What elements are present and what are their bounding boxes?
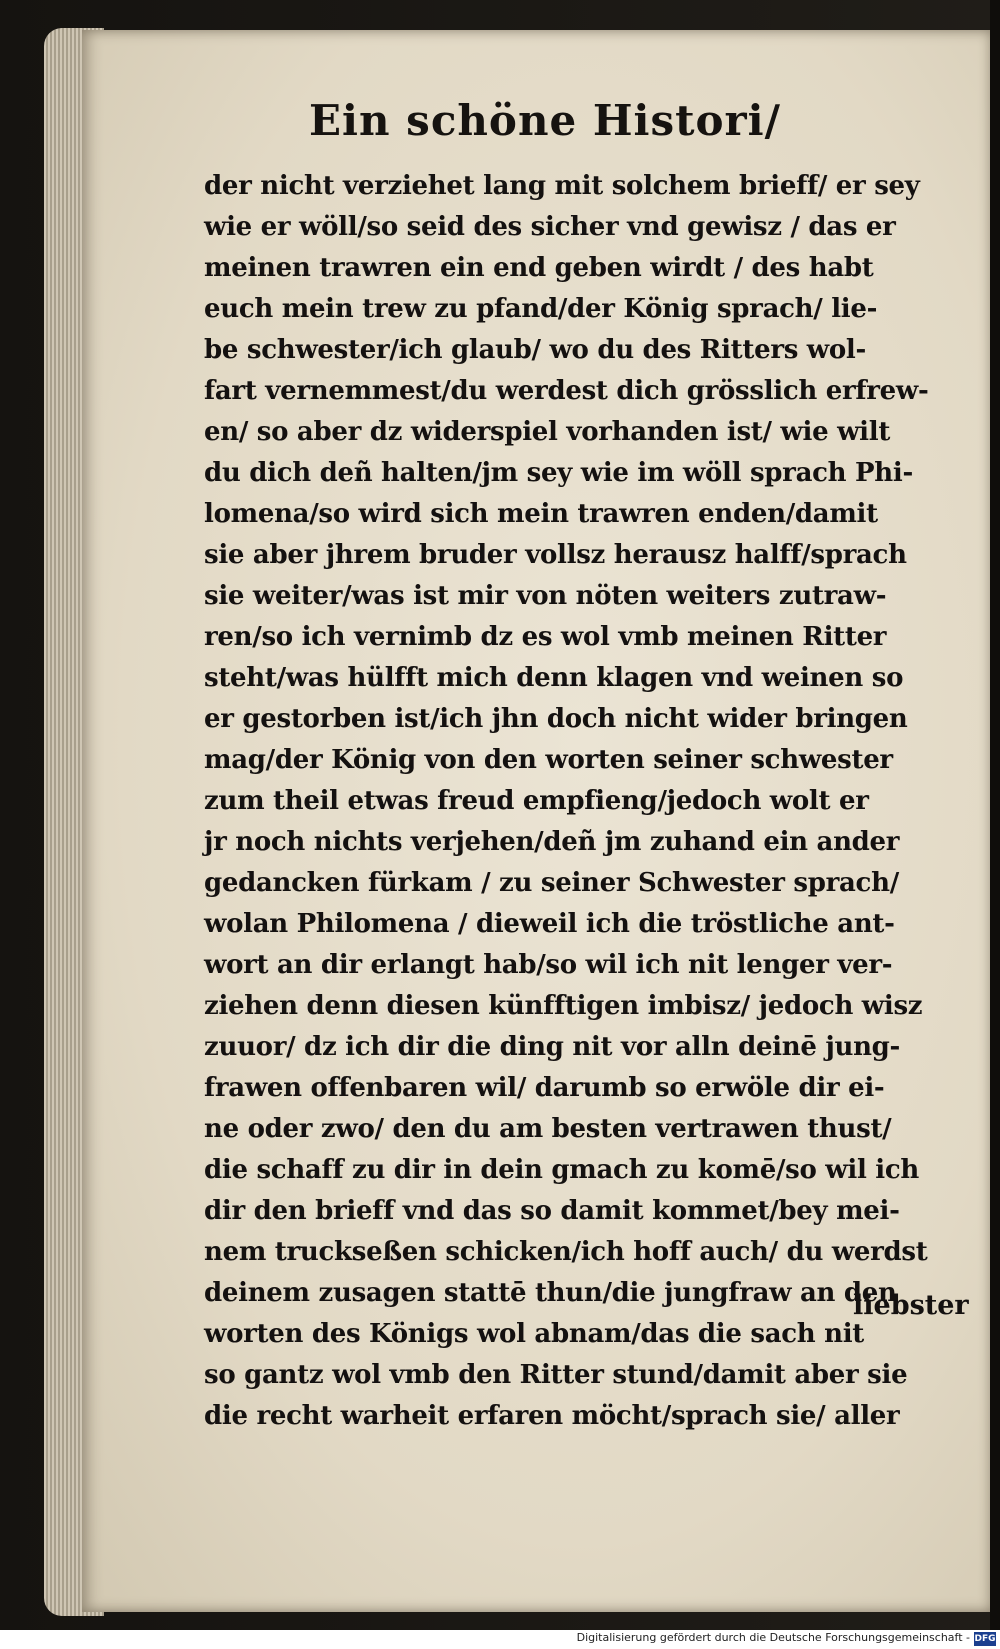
text-line: er gestorben ist/ich jhn doch nicht wider bringen [204, 704, 908, 734]
scan-right-border [990, 0, 1000, 1649]
text-line: dir den brieff vnd das so damit kommet/bey mei- [204, 1196, 900, 1226]
text-line: sie weiter/was ist mir von nöten weiters zutraw- [204, 581, 887, 611]
text-line: wie er wöll/so seid des sicher vnd gewisz / das er [204, 212, 896, 242]
text-line: so gantz wol vmb den Ritter stund/damit aber sie [204, 1360, 908, 1390]
text-line: jr noch nichts verjehen/deñ jm zuhand ein ander [204, 827, 900, 857]
text-line: worten des Königs wol abnam/das die sach nit [204, 1319, 865, 1349]
text-line: nem truckseßen schicken/ich hoff auch/ du werdst [204, 1237, 928, 1267]
text-line: fart vernemmest/du werdest dich grösslich erfrew- [204, 376, 929, 406]
dfg-logo[interactable]: DFG [974, 1634, 996, 1644]
running-head [0, 96, 1000, 145]
running-head-text: Ein schöne Histori/ [309, 96, 781, 145]
text-line: meinen trawren ein end geben wirdt / des habt [204, 253, 874, 283]
text-line: lomena/so wird sich mein trawren enden/damit [204, 499, 878, 529]
catchword: liebster [853, 1290, 969, 1321]
text-line: be schwester/ich glaub/ wo du des Ritters wol- [204, 335, 866, 365]
text-line: frawen offenbaren wil/ darumb so erwöle dir ei- [204, 1073, 885, 1103]
text-line: ziehen denn diesen künfftigen imbisz/ jedoch wisz [204, 991, 923, 1021]
text-line: steht/was hülfft mich denn klagen vnd weinen so [204, 663, 904, 693]
text-line: ren/so ich vernimb dz es wol vmb meinen Ritter [204, 622, 887, 652]
text-line: mag/der König von den worten seiner schwester [204, 745, 893, 775]
text-line: wort an dir erlangt hab/so wil ich nit lenger ver- [204, 950, 893, 980]
body-text [204, 166, 956, 1437]
text-line: zum theil etwas freud empfieng/jedoch wolt er [204, 786, 869, 816]
text-line: en/ so aber dz widerspiel vorhanden ist/ wie wilt [204, 417, 891, 447]
footer-bar [0, 1630, 1000, 1649]
text-line: du dich deñ halten/jm sey wie im wöll sprach Phi- [204, 458, 913, 488]
footer-credit: Digitalisierung gefördert durch die Deutsche Forschungsgemeinschaft - [576, 1631, 970, 1644]
text-line: die schaff zu dir in dein gmach zu komē/so wil ich [204, 1155, 919, 1185]
text-line: zuuor/ dz ich dir die ding nit vor alln deinē jung- [204, 1032, 901, 1062]
text-line: deinem zusagen stattē thun/die jungfraw an den [204, 1278, 897, 1308]
text-line: sie aber jhrem bruder vollsz herausz halff/sprach [204, 540, 907, 570]
text-line: euch mein trew zu pfand/der König sprach/ lie- [204, 294, 878, 324]
text-line: der nicht verziehet lang mit solchem brieff/ er sey [204, 171, 920, 201]
text-line: gedancken fürkam / zu seiner Schwester sprach/ [204, 868, 899, 898]
text-line: ne oder zwo/ den du am besten vertrawen thust/ [204, 1114, 892, 1144]
text-line: wolan Philomena / dieweil ich die tröstliche ant- [204, 909, 895, 939]
text-line: die recht warheit erfaren möcht/sprach sie/ aller [204, 1401, 900, 1431]
